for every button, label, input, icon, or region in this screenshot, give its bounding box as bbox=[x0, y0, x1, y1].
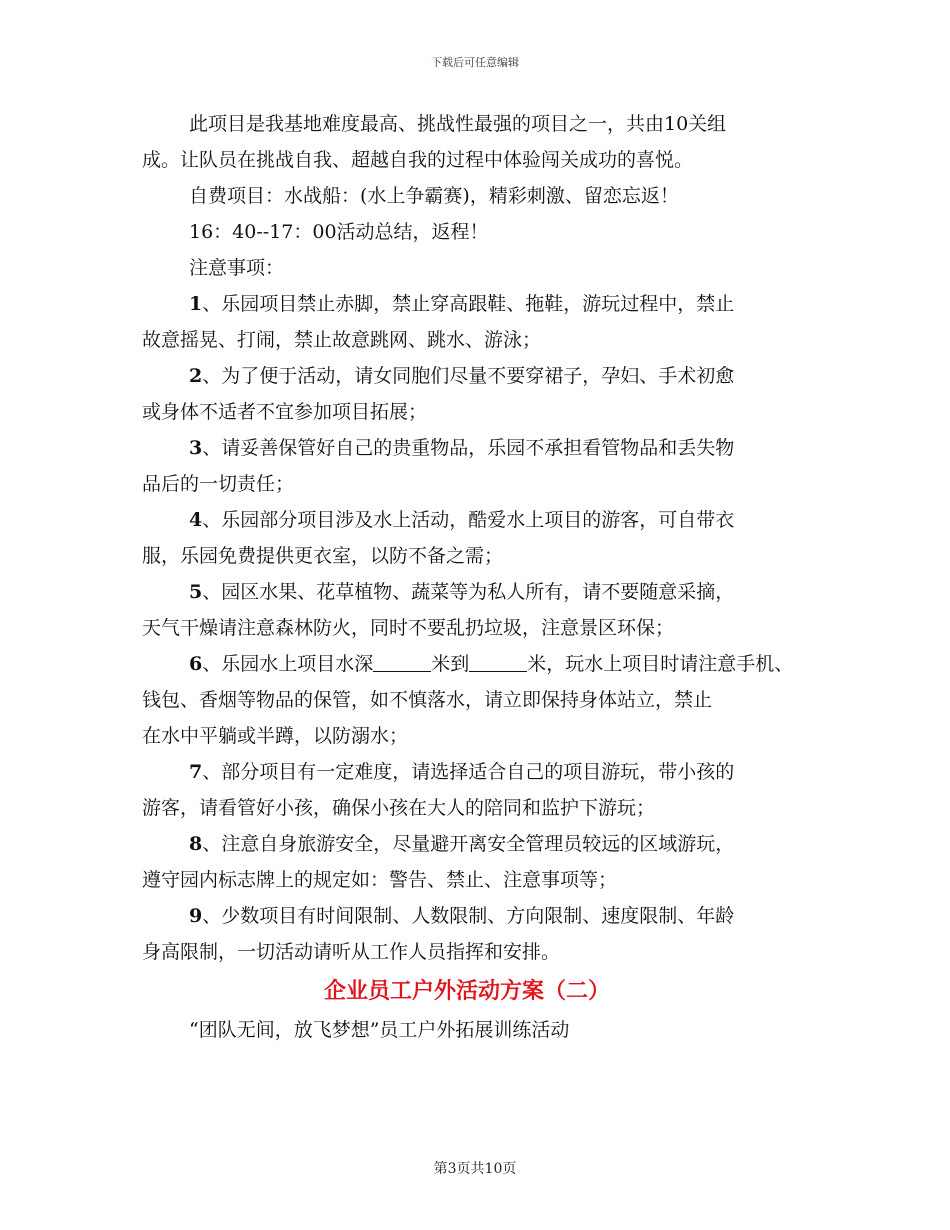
note-5-text: 、园区水果、花草植物、蔬菜等为私人所有，请不要随意采摘， bbox=[202, 581, 735, 603]
note-6-line-3: 在水中平躺或半蹲，以防溺水； bbox=[142, 725, 409, 747]
note-4-text: 、乐园部分项目涉及水上活动，酷爱水上项目的游客，可自带衣 bbox=[202, 509, 735, 531]
note-1-text: 、乐园项目禁止赤脚，禁止穿高跟鞋、拖鞋，游玩过程中，禁止 bbox=[202, 293, 735, 315]
header-note: 下载后可任意编辑 bbox=[431, 56, 519, 69]
note-7-number: 7 bbox=[189, 761, 203, 783]
note-3-text: 、请妥善保管好自己的贵重物品，乐园不承担看管物品和丢失物 bbox=[202, 437, 735, 459]
intro-line-1: 此项目是我基地难度最高、挑战性最强的项目之一，共由10关组 bbox=[189, 113, 727, 135]
note-3-line-1 bbox=[142, 430, 822, 466]
note-7-line-2: 游客，请看管好小孩，确保小孩在大人的陪同和监护下游玩； bbox=[142, 797, 656, 819]
note-6-text-c: 米，玩水上项目时请注意手机、 bbox=[527, 653, 794, 675]
note-1-number: 1 bbox=[189, 293, 203, 315]
document-body bbox=[142, 106, 822, 1048]
note-6-line-1 bbox=[142, 646, 822, 682]
note-2-line-2: 或身体不适者不宜参加项目拓展； bbox=[142, 401, 428, 423]
note-5-line-1 bbox=[142, 574, 822, 610]
note-2-text: 、为了便于活动，请女同胞们尽量不要穿裙子，孕妇、手术初愈 bbox=[202, 365, 735, 387]
note-5-line-2: 天气干燥请注意森林防火，同时不要乱扔垃圾，注意景区环保； bbox=[142, 617, 675, 639]
note-3-number: 3 bbox=[189, 437, 203, 459]
schedule-item: 16：40--17：00活动总结，返程！ bbox=[189, 221, 489, 243]
note-4-line-1 bbox=[142, 502, 822, 538]
note-3-line-2: 品后的一切责任； bbox=[142, 473, 295, 495]
notes-title: 注意事项： bbox=[189, 257, 285, 279]
note-6-number: 6 bbox=[189, 653, 203, 675]
note-5-number: 5 bbox=[189, 581, 203, 603]
note-9-line-2: 身高限制，一切活动请听从工作人员指挥和安排。 bbox=[142, 941, 561, 963]
note-4-number: 4 bbox=[189, 509, 203, 531]
note-1-line-2: 故意摇晃、打闹，禁止故意跳网、跳水、游泳； bbox=[142, 329, 542, 351]
fill-blank-depth-min bbox=[373, 653, 431, 672]
section-title: 企业员工户外活动方案（二） bbox=[323, 979, 610, 1004]
note-8-number: 8 bbox=[189, 833, 203, 855]
page-footer: 第3页共10页 bbox=[433, 1161, 517, 1177]
note-8-line-2: 遵守园内标志牌上的规定如：警告、禁止、注意事项等； bbox=[142, 869, 618, 891]
note-8-line-1 bbox=[142, 826, 822, 862]
note-7-line-1 bbox=[142, 754, 822, 790]
note-7-text: 、部分项目有一定难度，请选择适合自己的项目游玩，带小孩的 bbox=[202, 761, 735, 783]
note-4-line-2: 服，乐园免费提供更衣室，以防不备之需； bbox=[142, 545, 504, 567]
note-8-text: 、注意自身旅游安全，尽量避开离安全管理员较远的区域游玩， bbox=[202, 833, 735, 855]
note-2-line-1 bbox=[142, 358, 822, 394]
note-6-line-2: 钱包、香烟等物品的保管，如不慎落水，请立即保持身体站立，禁止 bbox=[142, 689, 713, 711]
section-subtitle: “团队无间，放飞梦想”员工户外拓展训练活动 bbox=[189, 1019, 570, 1041]
note-9-number: 9 bbox=[189, 905, 203, 927]
note-9-text: 、少数项目有时间限制、人数限制、方向限制、速度限制、年龄 bbox=[202, 905, 735, 927]
fill-blank-depth-max bbox=[469, 653, 527, 672]
note-6-text-b: 米到 bbox=[431, 653, 470, 675]
intro-line-2: 成。让队员在挑战自我、超越自我的过程中体验闯关成功的喜悦。 bbox=[142, 149, 694, 171]
note-2-number: 2 bbox=[189, 365, 203, 387]
self-pay-item: 自费项目：水战船：(水上争霸赛)，精彩刺激、留恋忘返！ bbox=[189, 185, 679, 207]
note-6-text-a: 、乐园水上项目水深 bbox=[202, 653, 374, 675]
note-9-line-1 bbox=[142, 898, 822, 934]
note-1-line-1 bbox=[142, 286, 822, 322]
